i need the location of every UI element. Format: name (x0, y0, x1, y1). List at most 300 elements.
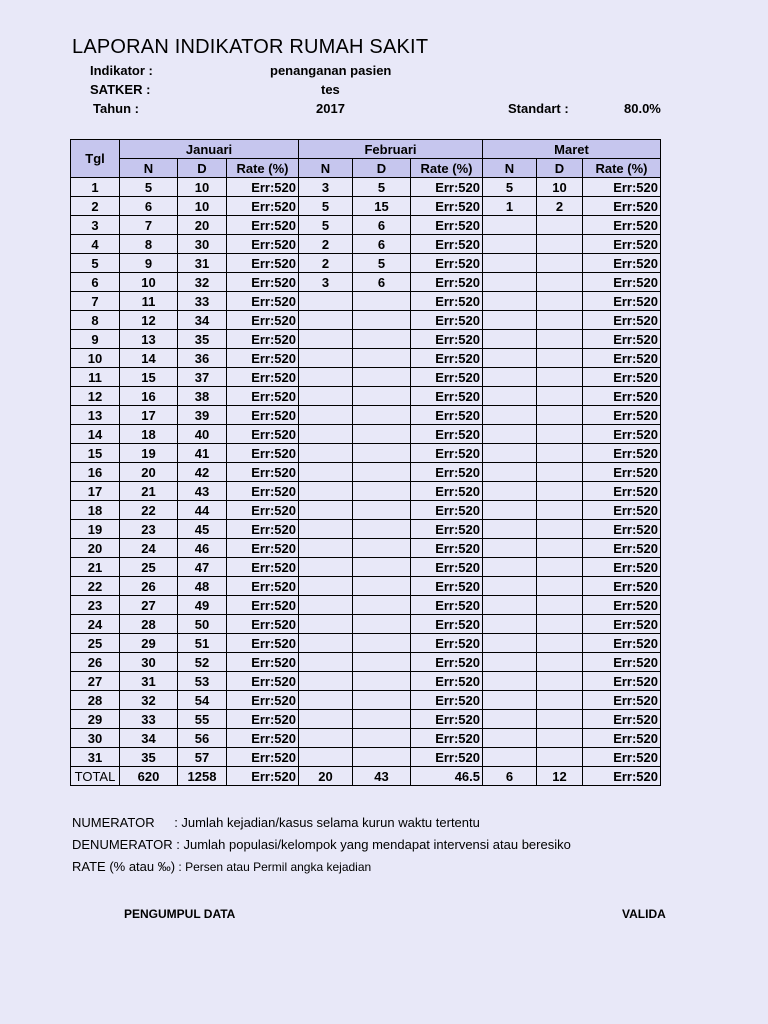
table-cell: Err:520 (583, 596, 661, 615)
table-cell (537, 292, 583, 311)
table-row (71, 691, 661, 710)
table-row (71, 330, 661, 349)
total-cell: 6 (483, 767, 537, 786)
tahun-value: 2017 (316, 101, 345, 116)
table-cell: Err:520 (227, 748, 299, 767)
day-cell: 15 (71, 444, 120, 463)
table-cell: 12 (120, 311, 178, 330)
table-row (71, 273, 661, 292)
col-header-rate: Rate (%) (227, 159, 299, 178)
table-cell (537, 729, 583, 748)
table-cell (353, 311, 411, 330)
table-cell: 31 (120, 672, 178, 691)
table-cell (299, 444, 353, 463)
day-cell: 14 (71, 425, 120, 444)
total-cell: Err:520 (583, 767, 661, 786)
table-row (71, 311, 661, 330)
numerator-label: NUMERATOR (72, 815, 155, 830)
table-cell: 10 (120, 273, 178, 292)
col-header-d: D (537, 159, 583, 178)
day-cell: 2 (71, 197, 120, 216)
table-cell (299, 387, 353, 406)
table-cell (483, 273, 537, 292)
table-cell (537, 672, 583, 691)
indicator-table (70, 139, 661, 786)
table-cell (353, 368, 411, 387)
table-cell: 29 (120, 634, 178, 653)
table-cell: 27 (120, 596, 178, 615)
table-cell (353, 501, 411, 520)
table-cell: Err:520 (583, 520, 661, 539)
table-cell: Err:520 (227, 330, 299, 349)
day-cell: 8 (71, 311, 120, 330)
pengumpul-data-label: PENGUMPUL DATA (124, 907, 236, 921)
table-cell: Err:520 (583, 292, 661, 311)
day-cell: 19 (71, 520, 120, 539)
table-cell: 24 (120, 539, 178, 558)
table-cell: Err:520 (583, 729, 661, 748)
day-cell: 9 (71, 330, 120, 349)
table-cell: 37 (178, 368, 227, 387)
total-cell: 1258 (178, 767, 227, 786)
table-cell (299, 653, 353, 672)
denumerator-note (72, 834, 571, 856)
satker-value: tes (321, 82, 340, 97)
table-cell (537, 577, 583, 596)
table-cell (537, 520, 583, 539)
table-cell (299, 349, 353, 368)
table-cell (483, 292, 537, 311)
table-cell: Err:520 (227, 178, 299, 197)
day-cell: 11 (71, 368, 120, 387)
day-cell: 7 (71, 292, 120, 311)
day-cell: 28 (71, 691, 120, 710)
table-row (71, 235, 661, 254)
table-row (71, 387, 661, 406)
table-cell: 22 (120, 501, 178, 520)
total-cell: 12 (537, 767, 583, 786)
table-cell: 47 (178, 558, 227, 577)
table-cell: 39 (178, 406, 227, 425)
denumerator-label: DENUMERATOR (72, 837, 173, 852)
table-cell: 10 (178, 197, 227, 216)
table-cell (483, 710, 537, 729)
table-cell: Err:520 (583, 311, 661, 330)
table-cell: 34 (120, 729, 178, 748)
table-cell: 31 (178, 254, 227, 273)
table-cell (537, 273, 583, 292)
table-cell (483, 615, 537, 634)
table-cell (353, 444, 411, 463)
table-cell: Err:520 (411, 558, 483, 577)
table-row (71, 615, 661, 634)
table-cell (299, 691, 353, 710)
table-cell (299, 577, 353, 596)
table-row (71, 501, 661, 520)
table-cell: Err:520 (411, 273, 483, 292)
table-cell (299, 368, 353, 387)
table-cell: Err:520 (227, 615, 299, 634)
table-cell (537, 710, 583, 729)
numerator-note (72, 812, 571, 834)
table-cell: 41 (178, 444, 227, 463)
table-cell (353, 672, 411, 691)
table-cell (299, 482, 353, 501)
col-header-n: N (483, 159, 537, 178)
table-cell: 21 (120, 482, 178, 501)
table-cell (537, 425, 583, 444)
table-cell: Err:520 (227, 596, 299, 615)
table-cell: Err:520 (411, 406, 483, 425)
table-cell (483, 748, 537, 767)
table-cell (353, 729, 411, 748)
table-cell: 57 (178, 748, 227, 767)
table-cell: Err:520 (227, 710, 299, 729)
table-cell: Err:520 (583, 330, 661, 349)
col-header-rate: Rate (%) (583, 159, 661, 178)
table-cell: Err:520 (583, 653, 661, 672)
table-cell (299, 558, 353, 577)
table-body (71, 178, 661, 767)
table-row (71, 596, 661, 615)
table-cell: Err:520 (583, 197, 661, 216)
total-row (71, 767, 661, 786)
table-cell (537, 216, 583, 235)
table-cell (483, 406, 537, 425)
table-cell (353, 406, 411, 425)
table-cell: Err:520 (411, 539, 483, 558)
day-cell: 12 (71, 387, 120, 406)
table-cell (483, 482, 537, 501)
day-cell: 18 (71, 501, 120, 520)
table-cell (299, 425, 353, 444)
table-cell (537, 387, 583, 406)
table-cell: Err:520 (411, 178, 483, 197)
day-cell: 31 (71, 748, 120, 767)
rate-label: RATE (% atau ‰) (72, 859, 176, 874)
table-cell: Err:520 (227, 368, 299, 387)
table-cell: Err:520 (583, 463, 661, 482)
table-cell: Err:520 (227, 235, 299, 254)
table-cell: 43 (178, 482, 227, 501)
table-cell: Err:520 (227, 577, 299, 596)
table-cell (353, 558, 411, 577)
table-cell (483, 501, 537, 520)
table-cell: 54 (178, 691, 227, 710)
total-cell: 46.5 (411, 767, 483, 786)
table-cell: Err:520 (411, 292, 483, 311)
table-cell (537, 558, 583, 577)
table-cell (299, 406, 353, 425)
table-cell (483, 520, 537, 539)
table-cell (537, 368, 583, 387)
day-cell: 1 (71, 178, 120, 197)
table-cell: 38 (178, 387, 227, 406)
table-cell: 23 (120, 520, 178, 539)
standart-label: Standart : (508, 101, 569, 116)
sub-header-row (71, 159, 661, 178)
table-cell: 10 (537, 178, 583, 197)
table-cell: Err:520 (227, 729, 299, 748)
table-cell: Err:520 (411, 349, 483, 368)
table-cell: Err:520 (227, 653, 299, 672)
table-row (71, 254, 661, 273)
table-cell: Err:520 (227, 406, 299, 425)
table-cell: Err:520 (227, 520, 299, 539)
table-row (71, 558, 661, 577)
day-cell: 24 (71, 615, 120, 634)
table-cell: Err:520 (227, 216, 299, 235)
table-cell: Err:520 (583, 539, 661, 558)
table-cell: Err:520 (411, 748, 483, 767)
table-cell: Err:520 (227, 501, 299, 520)
table-cell: Err:520 (583, 216, 661, 235)
table-cell: Err:520 (411, 216, 483, 235)
table-cell: Err:520 (411, 482, 483, 501)
table-cell (483, 577, 537, 596)
table-cell (483, 368, 537, 387)
table-cell: 35 (120, 748, 178, 767)
table-cell: 34 (178, 311, 227, 330)
table-cell: 32 (120, 691, 178, 710)
table-cell: 28 (120, 615, 178, 634)
table-cell: Err:520 (411, 653, 483, 672)
table-row (71, 292, 661, 311)
table-cell (353, 330, 411, 349)
table-row (71, 406, 661, 425)
table-cell: Err:520 (583, 672, 661, 691)
table-cell (537, 653, 583, 672)
table-cell (299, 596, 353, 615)
rate-text: : Persen atau Permil angka kejadian (175, 860, 372, 874)
table-cell: 14 (120, 349, 178, 368)
table-row (71, 577, 661, 596)
table-cell: 2 (299, 235, 353, 254)
table-cell (483, 634, 537, 653)
day-cell: 25 (71, 634, 120, 653)
satker-label: SATKER : (90, 82, 151, 97)
table-cell: Err:520 (583, 178, 661, 197)
table-cell: Err:520 (583, 254, 661, 273)
table-cell (483, 254, 537, 273)
table-cell: Err:520 (583, 615, 661, 634)
table-row (71, 216, 661, 235)
table-cell: Err:520 (411, 520, 483, 539)
table-row (71, 178, 661, 197)
indikator-label: Indikator : (90, 63, 153, 78)
table-cell (299, 501, 353, 520)
table-cell: 1 (483, 197, 537, 216)
table-cell: 35 (178, 330, 227, 349)
table-row (71, 197, 661, 216)
table-cell (353, 463, 411, 482)
table-cell: 11 (120, 292, 178, 311)
table-cell: Err:520 (411, 197, 483, 216)
table-cell: Err:520 (227, 387, 299, 406)
table-cell (537, 482, 583, 501)
table-cell: 44 (178, 501, 227, 520)
table-cell (299, 520, 353, 539)
table-cell: 15 (120, 368, 178, 387)
table-cell (353, 748, 411, 767)
definitions (72, 812, 571, 878)
table-cell (299, 292, 353, 311)
table-cell (299, 729, 353, 748)
table-cell: 18 (120, 425, 178, 444)
table-cell: Err:520 (583, 482, 661, 501)
day-cell: 20 (71, 539, 120, 558)
table-cell (483, 729, 537, 748)
table-cell (353, 387, 411, 406)
col-header-d: D (178, 159, 227, 178)
table-cell: 52 (178, 653, 227, 672)
table-cell: 2 (299, 254, 353, 273)
table-cell (353, 425, 411, 444)
tahun-label: Tahun : (93, 101, 139, 116)
table-cell: Err:520 (411, 254, 483, 273)
table-cell: 5 (353, 254, 411, 273)
table-cell: 9 (120, 254, 178, 273)
day-cell: 10 (71, 349, 120, 368)
table-cell (353, 349, 411, 368)
table-cell: 17 (120, 406, 178, 425)
table-row (71, 520, 661, 539)
table-cell (483, 235, 537, 254)
table-cell: Err:520 (411, 710, 483, 729)
table-row (71, 368, 661, 387)
table-cell: 46 (178, 539, 227, 558)
table-cell: 20 (120, 463, 178, 482)
table-cell: Err:520 (583, 691, 661, 710)
table-cell: 51 (178, 634, 227, 653)
table-cell (537, 235, 583, 254)
table-cell: Err:520 (583, 349, 661, 368)
table-cell: 3 (299, 178, 353, 197)
table-cell: 36 (178, 349, 227, 368)
table-cell (299, 748, 353, 767)
table-cell: 8 (120, 235, 178, 254)
table-cell (537, 406, 583, 425)
table-row (71, 729, 661, 748)
table-cell: 55 (178, 710, 227, 729)
table-cell (483, 539, 537, 558)
table-row (71, 653, 661, 672)
table-cell: Err:520 (227, 634, 299, 653)
tgl-header: Tgl (71, 140, 120, 178)
col-header-rate: Rate (%) (411, 159, 483, 178)
table-cell (299, 539, 353, 558)
table-cell (483, 691, 537, 710)
table-cell: Err:520 (583, 368, 661, 387)
table-row (71, 634, 661, 653)
table-cell: Err:520 (583, 235, 661, 254)
table-cell: Err:520 (411, 615, 483, 634)
table-cell: Err:520 (411, 311, 483, 330)
table-cell: 33 (178, 292, 227, 311)
table-row (71, 463, 661, 482)
table-cell (483, 444, 537, 463)
table-cell (537, 501, 583, 520)
table-cell: 6 (353, 273, 411, 292)
table-row (71, 539, 661, 558)
table-cell: 42 (178, 463, 227, 482)
table-cell (299, 634, 353, 653)
table-cell: 7 (120, 216, 178, 235)
day-cell: 13 (71, 406, 120, 425)
denumerator-text: : Jumlah populasi/kelompok yang mendapat intervensi atau beresiko (176, 837, 571, 852)
table-cell: 40 (178, 425, 227, 444)
table-cell: 26 (120, 577, 178, 596)
table-cell (299, 615, 353, 634)
table-cell: Err:520 (583, 577, 661, 596)
table-cell: 6 (120, 197, 178, 216)
table-cell (299, 330, 353, 349)
table-cell (483, 311, 537, 330)
day-cell: 21 (71, 558, 120, 577)
table-cell: Err:520 (583, 425, 661, 444)
month-header-row (71, 140, 661, 159)
table-row (71, 710, 661, 729)
table-cell (353, 539, 411, 558)
standart-value: 80.0% (624, 101, 661, 116)
table-cell (483, 349, 537, 368)
validator-label: VALIDA (622, 907, 666, 921)
table-cell (537, 349, 583, 368)
table-cell: Err:520 (411, 501, 483, 520)
table-cell: 45 (178, 520, 227, 539)
day-cell: 6 (71, 273, 120, 292)
table-cell: 3 (299, 273, 353, 292)
report-title: LAPORAN INDIKATOR RUMAH SAKIT (72, 36, 429, 58)
table-cell: 5 (299, 197, 353, 216)
table-cell: 5 (353, 178, 411, 197)
day-cell: 5 (71, 254, 120, 273)
table-cell (353, 615, 411, 634)
table-cell: Err:520 (583, 748, 661, 767)
day-cell: 26 (71, 653, 120, 672)
table-cell (353, 292, 411, 311)
table-cell: 20 (178, 216, 227, 235)
table-row (71, 349, 661, 368)
table-cell (353, 520, 411, 539)
table-cell: Err:520 (227, 311, 299, 330)
table-cell: 2 (537, 197, 583, 216)
table-cell: 56 (178, 729, 227, 748)
table-cell (353, 596, 411, 615)
day-cell: 22 (71, 577, 120, 596)
table-cell: 10 (178, 178, 227, 197)
table-cell: Err:520 (583, 387, 661, 406)
table-cell (537, 463, 583, 482)
table-cell (537, 330, 583, 349)
day-cell: 30 (71, 729, 120, 748)
day-cell: 29 (71, 710, 120, 729)
table-cell: 19 (120, 444, 178, 463)
day-cell: 4 (71, 235, 120, 254)
total-cell: Err:520 (227, 767, 299, 786)
table-cell: Err:520 (583, 501, 661, 520)
table-cell: Err:520 (227, 463, 299, 482)
table-cell (537, 691, 583, 710)
table-cell: Err:520 (583, 634, 661, 653)
table-cell (537, 311, 583, 330)
day-cell: 27 (71, 672, 120, 691)
table-cell: 5 (299, 216, 353, 235)
table-cell (483, 216, 537, 235)
table-cell (353, 691, 411, 710)
table-cell (537, 539, 583, 558)
table-cell: 5 (120, 178, 178, 197)
